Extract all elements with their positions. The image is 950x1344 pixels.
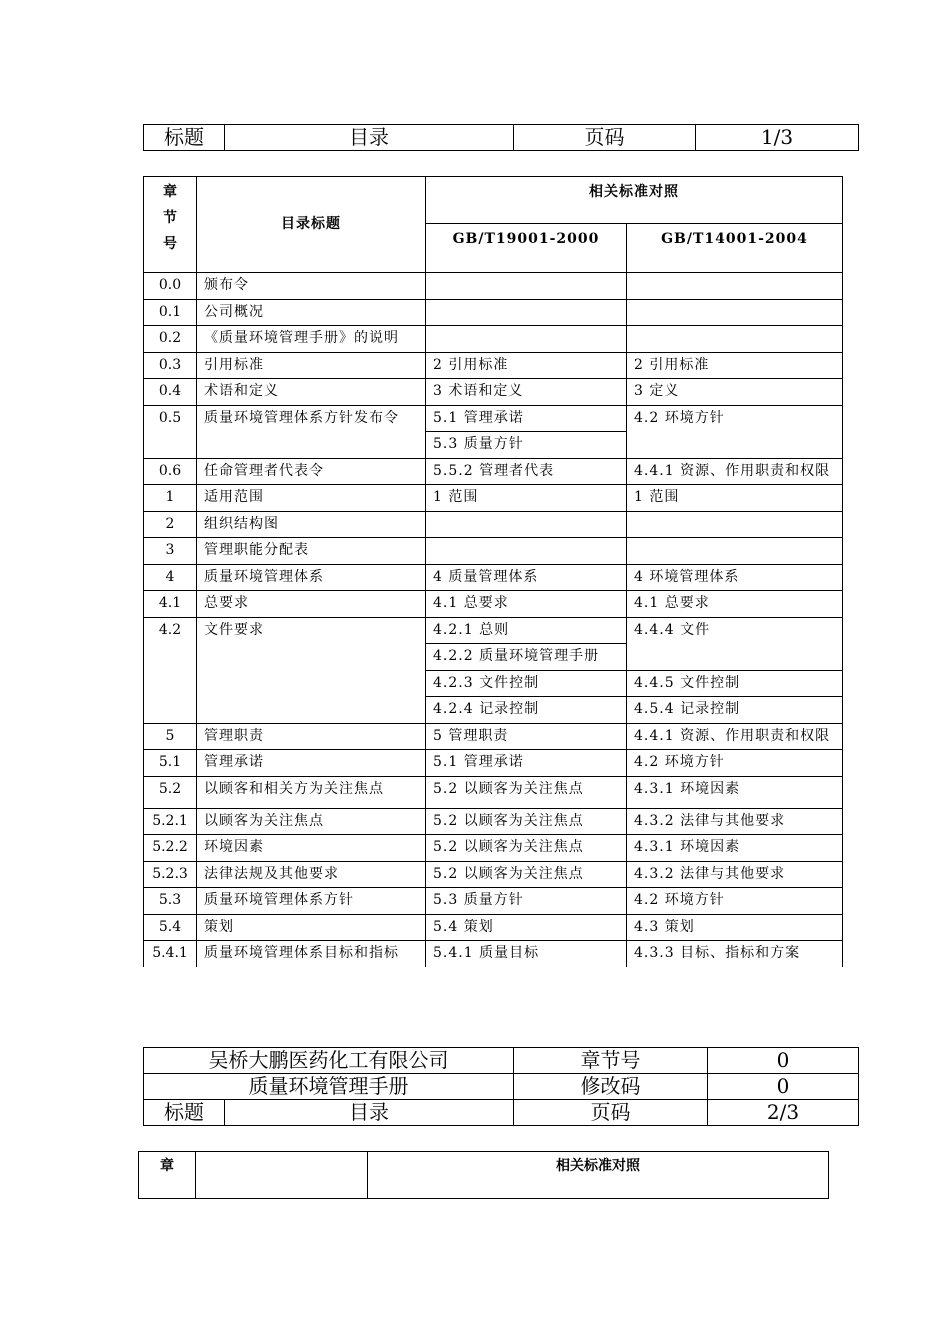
row-std1: 5.3 质量方针: [426, 432, 627, 459]
row-title: 质量环境管理体系方针发布令: [197, 405, 426, 458]
row-no: 0.2: [144, 326, 197, 353]
page-label: 页码: [514, 1100, 708, 1126]
row-std1: 1 范围: [426, 485, 627, 512]
row-std1: [426, 511, 627, 538]
ref-header: 相关标准对照: [426, 177, 843, 224]
row-no: 0.0: [144, 273, 197, 300]
row-std1: [426, 326, 627, 353]
contents-table: [143, 176, 843, 967]
row-title: 管理承诺: [197, 750, 426, 777]
chapter-header-char: 号: [163, 236, 177, 252]
chapter-label: 章节号: [514, 1048, 708, 1074]
row-no: 4.1: [144, 591, 197, 618]
row-no: 0.4: [144, 379, 197, 406]
row-std1: 5.4.1 质量目标: [426, 941, 627, 967]
row-std2: 4.2 环境方针: [627, 405, 843, 458]
row-std2: 4.2 环境方针: [627, 888, 843, 915]
table-row: [144, 485, 843, 512]
table-row: [144, 511, 843, 538]
page-footer-table: [143, 1047, 859, 1126]
row-title: 文件要求: [197, 617, 426, 723]
row-std1: 5.2 以顾客为关注焦点: [426, 835, 627, 862]
row-std1: 5.2 以顾客为关注焦点: [426, 808, 627, 835]
table-row: [144, 808, 843, 835]
next-contents-table: [138, 1151, 829, 1199]
table-row: [144, 458, 843, 485]
chapter-header-char: 节: [163, 210, 177, 226]
row-std2: [627, 299, 843, 326]
row-std1: 5.2 以顾客为关注焦点: [426, 861, 627, 888]
row-std1: 5.4 策划: [426, 914, 627, 941]
table-row: [144, 273, 843, 300]
row-std1: [426, 273, 627, 300]
row-title: 以顾客为关注焦点: [197, 808, 426, 835]
row-no: 4: [144, 564, 197, 591]
row-std1: 5.5.2 管理者代表: [426, 458, 627, 485]
row-title: 术语和定义: [197, 379, 426, 406]
row-std2: 4.1 总要求: [627, 591, 843, 618]
row-std1: 4.2.2 质量环境管理手册: [426, 644, 627, 671]
row-title: 总要求: [197, 591, 426, 618]
row-no: 5.2.2: [144, 835, 197, 862]
row-title: 以顾客和相关方为关注焦点: [197, 776, 426, 808]
row-title: 公司概况: [197, 299, 426, 326]
row-title: 策划: [197, 914, 426, 941]
row-std2: 4.3 策划: [627, 914, 843, 941]
row-std1: 5.1 管理承诺: [426, 405, 627, 432]
row-std2: 4.4.1 资源、作用职责和权限: [627, 458, 843, 485]
table-row: [144, 941, 843, 967]
row-std1: [426, 299, 627, 326]
row-title: 引用标准: [197, 352, 426, 379]
row-title: 质量环境管理体系方针: [197, 888, 426, 915]
table-row: [144, 299, 843, 326]
row-std2: [627, 273, 843, 300]
row-no: 0.1: [144, 299, 197, 326]
row-no: 5.2: [144, 776, 197, 808]
row-std2: 4.3.2 法律与其他要求: [627, 808, 843, 835]
row-no: 1: [144, 485, 197, 512]
row-no: 5.1: [144, 750, 197, 777]
row-title: 适用范围: [197, 485, 426, 512]
row-std2: 4.4.5 文件控制: [627, 670, 843, 697]
row-std1: 5.1 管理承诺: [426, 750, 627, 777]
table-row: [144, 617, 843, 644]
row-title: 法律法规及其他要求: [197, 861, 426, 888]
chapter-value: 0: [708, 1048, 859, 1074]
table-row: [144, 379, 843, 406]
row-std2: 4.3.2 法律与其他要求: [627, 861, 843, 888]
row-std2: 4 环境管理体系: [627, 564, 843, 591]
row-std2: 4.4.4 文件: [627, 617, 843, 670]
row-std1: 5.2 以顾客为关注焦点: [426, 776, 627, 808]
row-no: 5.4: [144, 914, 197, 941]
row-no: 5.2.3: [144, 861, 197, 888]
row-title: 质量环境管理体系目标和指标: [197, 941, 426, 967]
table-row: [144, 750, 843, 777]
ref-header: 相关标准对照: [368, 1152, 829, 1199]
page-header-table: [143, 124, 859, 151]
row-std1: 5 管理职责: [426, 723, 627, 750]
row-no: 0.6: [144, 458, 197, 485]
row-title: 环境因素: [197, 835, 426, 862]
row-no: 5.2.1: [144, 808, 197, 835]
row-std2: [627, 511, 843, 538]
row-std2: [627, 326, 843, 353]
row-title: 任命管理者代表令: [197, 458, 426, 485]
row-no: 5: [144, 723, 197, 750]
row-std1: 4 质量管理体系: [426, 564, 627, 591]
manual-name: 质量环境管理手册: [144, 1074, 514, 1100]
row-std2: 4.2 环境方针: [627, 750, 843, 777]
page-value: 1/3: [696, 125, 859, 151]
row-std2: 4.3.1 环境因素: [627, 835, 843, 862]
title-value: 目录: [225, 125, 514, 151]
title-value: 目录: [225, 1100, 514, 1126]
row-no: 0.5: [144, 405, 197, 458]
row-no: 4.2: [144, 617, 197, 723]
row-title: 组织结构图: [197, 511, 426, 538]
row-std1: 4.2.4 记录控制: [426, 697, 627, 724]
page-value: 2/3: [708, 1100, 859, 1126]
chapter-header: 章: [139, 1152, 196, 1199]
row-no: 3: [144, 538, 197, 565]
revision-label: 修改码: [514, 1074, 708, 1100]
row-std2: [627, 538, 843, 565]
row-title: 管理职责: [197, 723, 426, 750]
row-std2: 1 范围: [627, 485, 843, 512]
row-std2: 4.3.1 环境因素: [627, 776, 843, 808]
page-label: 页码: [514, 125, 696, 151]
row-no: 5.3: [144, 888, 197, 915]
row-no: 0.3: [144, 352, 197, 379]
table-row: [144, 861, 843, 888]
std1-header: GB/T19001-2000: [426, 224, 627, 273]
row-no: 5.4.1: [144, 941, 197, 967]
row-title: 《质量环境管理手册》的说明: [197, 326, 426, 353]
table-row: [144, 538, 843, 565]
row-std1: [426, 538, 627, 565]
chapter-header-char: 章: [163, 184, 177, 200]
table-row: [144, 352, 843, 379]
title-header: 目录标题: [197, 177, 426, 273]
row-std1: 2 引用标准: [426, 352, 627, 379]
row-title: 质量环境管理体系: [197, 564, 426, 591]
chapter-header: [144, 177, 197, 273]
row-std1: 4.1 总要求: [426, 591, 627, 618]
company-name: 吴桥大鹏医药化工有限公司: [144, 1048, 514, 1074]
table-row: [144, 888, 843, 915]
table-row: [144, 591, 843, 618]
row-std2: 2 引用标准: [627, 352, 843, 379]
table-row: [144, 914, 843, 941]
row-title: 颁布令: [197, 273, 426, 300]
title-header: [196, 1152, 368, 1199]
row-std2: 4.5.4 记录控制: [627, 697, 843, 724]
table-row: [144, 326, 843, 353]
std2-header: GB/T14001-2004: [627, 224, 843, 273]
row-std1: 3 术语和定义: [426, 379, 627, 406]
table-row: [144, 564, 843, 591]
table-row: [144, 723, 843, 750]
revision-value: 0: [708, 1074, 859, 1100]
table-row: [144, 835, 843, 862]
title-label: 标题: [144, 1100, 225, 1126]
row-std2: 4.3.3 目标、指标和方案: [627, 941, 843, 967]
row-std1: 4.2.1 总则: [426, 617, 627, 644]
row-no: 2: [144, 511, 197, 538]
table-row: [144, 776, 843, 808]
row-title: 管理职能分配表: [197, 538, 426, 565]
title-label: 标题: [144, 125, 225, 151]
row-std1: 5.3 质量方针: [426, 888, 627, 915]
row-std1: 4.2.3 文件控制: [426, 670, 627, 697]
row-std2: 4.4.1 资源、作用职责和权限: [627, 723, 843, 750]
row-std2: 3 定义: [627, 379, 843, 406]
table-row: [144, 405, 843, 432]
